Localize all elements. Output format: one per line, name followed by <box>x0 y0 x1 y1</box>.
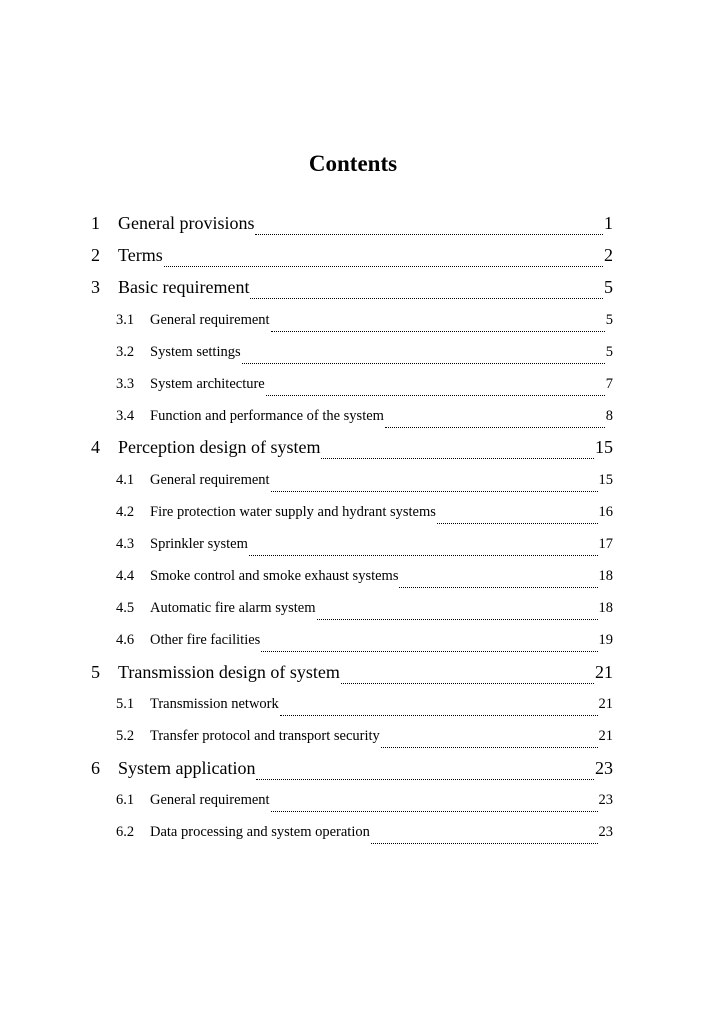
toc-entry-label: System settings <box>150 344 241 360</box>
dot-leader <box>321 457 594 459</box>
toc-entry-page: 23 <box>598 824 613 840</box>
toc-entry-number: 5.2 <box>116 728 135 744</box>
dot-leader <box>437 522 598 524</box>
toc-entry-label: Fire protection water supply and hydrant systems <box>150 504 436 520</box>
toc-entry-label: Data processing and system operation <box>150 824 370 840</box>
toc-entry-label: General requirement <box>150 472 270 488</box>
dot-leader <box>271 330 605 332</box>
toc-entry-number: 6 <box>91 758 100 778</box>
toc-entry-4-4[interactable] <box>116 560 613 592</box>
toc-entry-4-1[interactable] <box>116 464 613 496</box>
toc-entry-number: 3.3 <box>116 376 135 392</box>
toc-entry-page: 1 <box>604 213 613 233</box>
toc-entry-4-2[interactable] <box>116 496 613 528</box>
dot-leader <box>266 394 605 396</box>
toc-entry-4[interactable] <box>91 431 613 463</box>
toc-entry-6-2[interactable] <box>116 816 613 848</box>
toc-entry-label: General provisions <box>118 213 255 233</box>
toc-entry-number: 3.4 <box>116 408 135 424</box>
toc-entry-page: 19 <box>598 632 613 648</box>
toc-entry-number: 4.1 <box>116 472 135 488</box>
toc-entry-page: 5 <box>604 277 613 297</box>
dot-leader <box>261 650 597 652</box>
toc-entry-number: 5 <box>91 662 100 682</box>
toc-entry-3[interactable] <box>91 271 613 303</box>
toc-entry-page: 21 <box>598 728 613 744</box>
toc-entry-number: 4.4 <box>116 568 135 584</box>
toc-entry-page: 18 <box>598 600 613 616</box>
toc-entry-label: Perception design of system <box>118 437 321 457</box>
toc-entry-label: Function and performance of the system <box>150 408 384 424</box>
toc-entry-number: 5.1 <box>116 696 135 712</box>
toc-entry-6[interactable] <box>91 752 613 784</box>
dot-leader <box>341 682 594 684</box>
dot-leader <box>317 618 598 620</box>
dot-leader <box>271 490 598 492</box>
dot-leader <box>371 842 598 844</box>
toc-entry-label: System application <box>118 758 256 778</box>
toc-entry-page: 17 <box>598 536 613 552</box>
toc-entry-3-1[interactable] <box>116 304 613 336</box>
toc-entry-5-1[interactable] <box>116 688 613 720</box>
dot-leader <box>255 233 603 235</box>
toc-entry-page: 15 <box>598 472 613 488</box>
toc-entry-page: 21 <box>598 696 613 712</box>
toc-entry-3-2[interactable] <box>116 336 613 368</box>
toc-entry-5-2[interactable] <box>116 720 613 752</box>
toc-entry-label: Basic requirement <box>118 277 250 297</box>
toc-entry-4-6[interactable] <box>116 624 613 656</box>
toc-entry-label: Terms <box>118 245 163 265</box>
toc-entry-page: 7 <box>605 376 613 392</box>
toc-entry-page: 15 <box>595 437 613 457</box>
toc-entry-label: General requirement <box>150 792 270 808</box>
page-title: Contents <box>308 151 398 176</box>
toc-entry-number: 2 <box>91 245 100 265</box>
dot-leader <box>256 778 594 780</box>
toc-entry-label: Automatic fire alarm system <box>150 600 316 616</box>
toc-entry-number: 3.1 <box>116 312 135 328</box>
toc-entry-number: 4.3 <box>116 536 135 552</box>
toc-entry-label: Transmission design of system <box>118 662 340 682</box>
toc-entry-number: 4.5 <box>116 600 135 616</box>
toc-entry-label: Transfer protocol and transport security <box>150 728 380 744</box>
toc-entry-number: 1 <box>91 213 100 233</box>
dot-leader <box>280 714 598 716</box>
toc-entry-number: 4.2 <box>116 504 135 520</box>
toc-entry-label: Sprinkler system <box>150 536 248 552</box>
toc-entry-5[interactable] <box>91 656 613 688</box>
toc-entry-4-3[interactable] <box>116 528 613 560</box>
toc-entry-label: Transmission network <box>150 696 279 712</box>
toc-entry-page: 2 <box>604 245 613 265</box>
toc-entry-label: General requirement <box>150 312 270 328</box>
toc-entry-number: 3 <box>91 277 100 297</box>
toc-entry-page: 5 <box>605 344 613 360</box>
toc-entry-number: 6.1 <box>116 792 135 808</box>
toc-entry-number: 4 <box>91 437 100 457</box>
dot-leader <box>242 362 605 364</box>
toc-entry-3-3[interactable] <box>116 368 613 400</box>
toc-entry-page: 23 <box>598 792 613 808</box>
toc-entry-label: Other fire facilities <box>150 632 261 648</box>
toc-entry-number: 4.6 <box>116 632 135 648</box>
toc-entry-page: 16 <box>598 504 613 520</box>
toc-entry-page: 23 <box>595 758 613 778</box>
dot-leader <box>249 554 598 556</box>
toc-entry-label: Smoke control and smoke exhaust systems <box>150 568 399 584</box>
dot-leader <box>250 297 603 299</box>
toc-entry-2[interactable] <box>91 239 613 271</box>
toc-entry-label: System architecture <box>150 376 265 392</box>
toc-entry-page: 18 <box>598 568 613 584</box>
toc-entry-page: 8 <box>605 408 613 424</box>
dot-leader <box>381 746 598 748</box>
toc-entry-3-4[interactable] <box>116 400 613 432</box>
toc-entry-page: 21 <box>595 662 613 682</box>
toc-entry-number: 6.2 <box>116 824 135 840</box>
toc-entry-1[interactable] <box>91 207 613 239</box>
toc-entry-page: 5 <box>605 312 613 328</box>
dot-leader <box>385 426 605 428</box>
dot-leader <box>164 265 603 267</box>
toc-entry-4-5[interactable] <box>116 592 613 624</box>
toc-entry-number: 3.2 <box>116 344 135 360</box>
dot-leader <box>271 810 598 812</box>
dot-leader <box>399 586 597 588</box>
toc-entry-6-1[interactable] <box>116 784 613 816</box>
